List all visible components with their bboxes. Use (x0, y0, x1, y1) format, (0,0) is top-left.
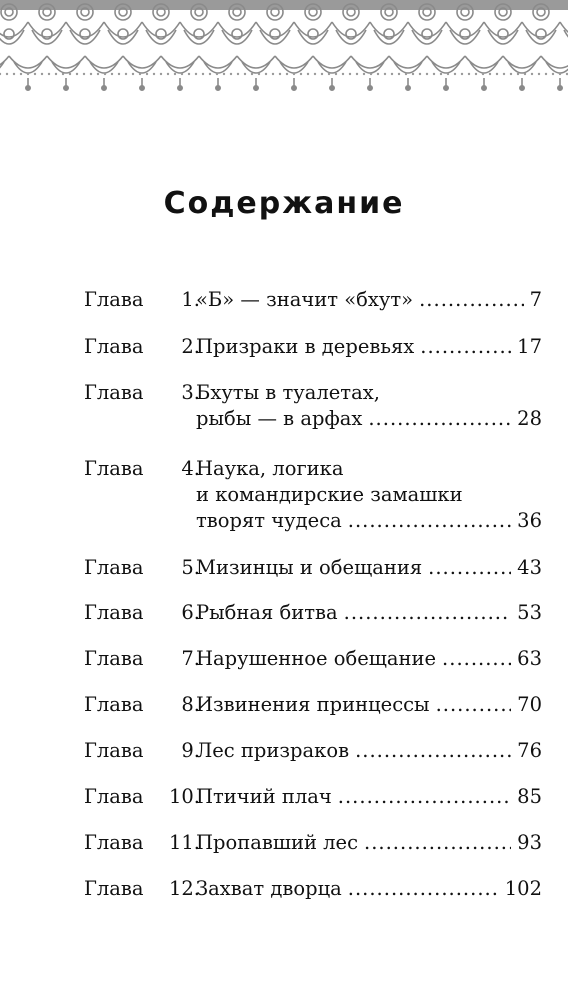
page-number: 76 (517, 739, 542, 762)
chapter-title: Извинения принцессы (196, 693, 430, 716)
chapter-label: Глава (84, 647, 144, 670)
page-number: 85 (517, 785, 542, 808)
chapter-number: 4. (181, 457, 200, 480)
chapter-label: Глава (84, 739, 144, 762)
dot-leader (348, 876, 499, 902)
chapter-number: 1. (181, 288, 200, 311)
chapter-label: Глава (84, 288, 144, 311)
dot-leader (419, 287, 523, 313)
chapter-title: Лес призраков (196, 739, 350, 762)
chapter-title: Нарушенное обещание (196, 647, 437, 670)
chapter-label: Глава (84, 556, 144, 579)
page-number: 53 (517, 601, 542, 624)
chapter-number: 5. (181, 556, 200, 579)
dot-leader (368, 406, 511, 432)
chapter-title: Бхуты в туалетах, (196, 381, 380, 404)
dot-leader (348, 508, 511, 534)
chapter-label: Глава (84, 831, 144, 854)
chapter-number: 9. (181, 739, 200, 762)
chapter-title: творят чудеса (196, 509, 342, 532)
page-title: Содержание (163, 186, 405, 221)
chapter-label: Глава (84, 381, 144, 404)
chapter-title: Пропавший лес (196, 831, 358, 854)
chapter-number: 6. (181, 601, 200, 624)
page-number: 70 (517, 693, 542, 716)
chapter-number: 12. (168, 877, 200, 900)
dot-leader (428, 555, 511, 581)
chapter-label: Глава (84, 601, 144, 624)
dot-leader (355, 738, 511, 764)
chapter-number: 3. (181, 381, 200, 404)
chapter-title: Птичий плач (196, 785, 332, 808)
dot-leader (420, 334, 511, 360)
dot-leader (344, 600, 512, 626)
table-of-contents (84, 0, 542, 1000)
chapter-title: Наука, логика (196, 457, 344, 480)
chapter-title: Призраки в деревьях (196, 335, 415, 358)
dot-leader (436, 692, 512, 718)
chapter-number: 2. (181, 335, 200, 358)
page-number: 102 (504, 877, 542, 900)
chapter-title: рыбы — в арфах (196, 407, 363, 430)
chapter-label: Глава (84, 335, 144, 358)
page-number: 43 (517, 556, 542, 579)
chapter-number: 7. (181, 647, 200, 670)
dot-leader (338, 784, 511, 810)
chapter-number: 11. (168, 831, 200, 854)
chapter-title: «Б» — значит «бхут» (196, 288, 414, 311)
chapter-label: Глава (84, 785, 144, 808)
page-number: 63 (517, 647, 542, 670)
page-number: 93 (517, 831, 542, 854)
chapter-title: Мизинцы и обещания (196, 556, 423, 579)
chapter-number: 10. (168, 785, 200, 808)
chapter-label: Глава (84, 693, 144, 716)
chapter-number: 8. (181, 693, 200, 716)
chapter-title: Рыбная битва (196, 601, 338, 624)
chapter-label: Глава (84, 877, 144, 900)
chapter-label: Глава (84, 457, 144, 480)
chapter-title: и командирские замашки (196, 483, 463, 506)
page-number: 36 (517, 509, 542, 532)
dot-leader (364, 830, 511, 856)
page-number: 7 (529, 288, 542, 311)
dot-leader (442, 646, 511, 672)
page-number: 28 (517, 407, 542, 430)
chapter-title: Захват дворца (196, 877, 342, 900)
page-number: 17 (517, 335, 542, 358)
